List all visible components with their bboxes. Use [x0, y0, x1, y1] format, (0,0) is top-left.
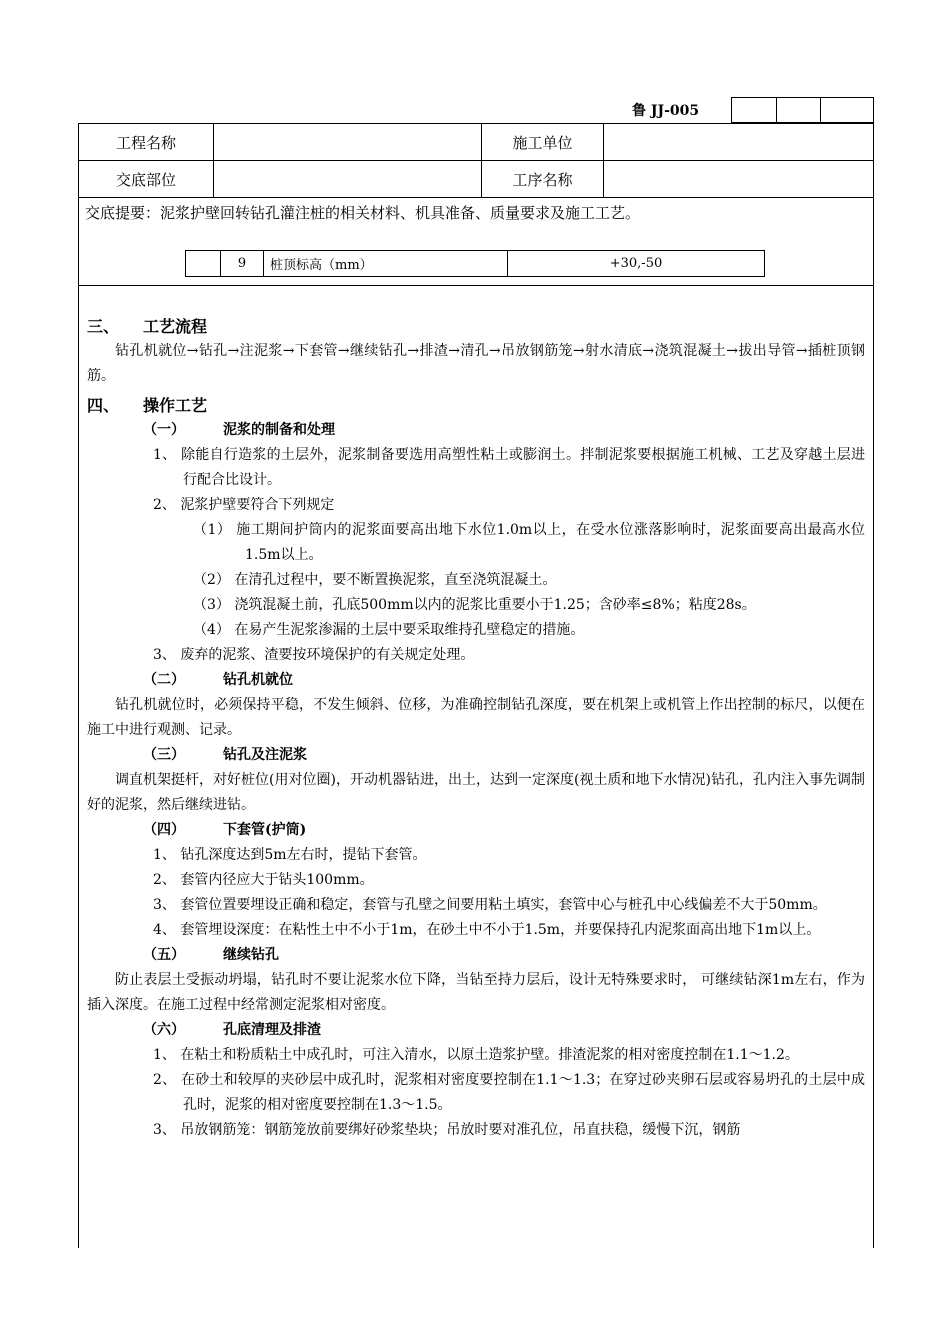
section-3-title: 工艺流程 — [143, 317, 208, 336]
tolerance-blank-cell — [186, 251, 221, 277]
sub-list-item: （4） 在易产生泥浆渗漏的土层中要采取维持孔壁稳定的措施。 — [193, 622, 585, 638]
code-box-1 — [731, 97, 777, 123]
subsection-3-number: （三） — [143, 747, 185, 763]
subsection-3-title: 钻孔及注泥浆 — [223, 747, 307, 763]
sub-list-item: （2） 在清孔过程中，要不断置换泥浆，直至浇筑混凝土。 — [193, 572, 557, 588]
list-item: 1、 钻孔深度达到5m左右时，提钻下套管。 — [153, 847, 427, 863]
construction-unit-label: 施工单位 — [482, 124, 604, 161]
section-3-number: 三、 — [87, 317, 120, 336]
subsection-4-heading — [87, 818, 865, 843]
subsection-6-number: （六） — [143, 1022, 185, 1038]
tolerance-row — [185, 250, 765, 277]
tolerance-value: +30,-50 — [508, 251, 765, 277]
subsection-5-heading — [87, 943, 865, 968]
disclosure-part-label: 交底部位 — [79, 161, 214, 198]
construction-unit-value — [604, 124, 874, 161]
list-item: 4、 套管埋设深度：在粘性土中不小于1m，在砂土中不小于1.5m，并要保持孔内泥浆面高出地下1m以上。 — [153, 922, 821, 938]
list-item: 2、 泥浆护壁要符合下列规定 — [153, 497, 335, 513]
code-box-3 — [820, 97, 874, 123]
list-item: 3、 吊放钢筋笼：钢筋笼放前要绑好砂浆垫块；吊放时要对准孔位，吊直扶稳，缓慢下沉，钢筋 — [153, 1122, 741, 1138]
code-box-2 — [776, 97, 821, 123]
list-item: 3、 废弃的泥浆、渣要按环境保护的有关规定处理。 — [153, 647, 475, 663]
project-name-label: 工程名称 — [79, 124, 214, 161]
sub-list-item: （3） 浇筑混凝土前，孔底500mm以内的泥浆比重要小于1.25；含砂率≤8%；粘度28s。 — [193, 597, 756, 613]
subsection-5-text: 防止表层土受振动坍塌，钻孔时不要让泥浆水位下降，当钻至持力层后，设计无特殊要求时， 可继续钻深1m左右，作为插入深度。在施工过程中经常测定泥浆相对密度。 — [87, 972, 865, 1013]
summary-cell: 交底提要：泥浆护壁回转钻孔灌注桩的相关材料、机具准备、质量要求及施工工艺。 — [79, 198, 874, 286]
subsection-2-text: 钻孔机就位时，必须保持平稳，不发生倾斜、位移，为准确控制钻孔深度，要在机架上或机管上作出控制的标尺，以便在施工中进行观测、记录。 — [87, 697, 865, 738]
list-item: 1、 在粘土和粉质粘土中成孔时，可注入清水，以原土造浆护壁。排渣泥浆的相对密度控制在1.1～1.2。 — [153, 1047, 799, 1063]
document-code: 鲁 JJ-005 — [632, 103, 700, 119]
subsection-4-number: （四） — [143, 822, 185, 838]
section-3-heading — [87, 314, 865, 339]
list-item: 2、 在砂土和较厚的夹砂层中成孔时，泥浆相对密度要控制在1.1～1.3；在穿过砂夹卵石层或容易坍孔的土层中成孔时，泥浆的相对密度要控制在1.3～1.5。 — [153, 1072, 865, 1113]
subsection-1-number: （一） — [143, 422, 185, 438]
subsection-4-title: 下套管(护筒) — [223, 822, 307, 838]
document-body — [87, 310, 865, 1143]
subsection-6-title: 孔底清理及排渣 — [223, 1022, 321, 1038]
subsection-5-number: （五） — [143, 947, 185, 963]
subsection-5-title: 继续钻孔 — [223, 947, 279, 963]
section-4-heading — [87, 393, 865, 418]
subsection-2-title: 钻孔机就位 — [223, 672, 293, 688]
subsection-2-number: （二） — [143, 672, 185, 688]
process-name-value — [604, 161, 874, 198]
sub-list-item: （1） 施工期间护筒内的泥浆面要高出地下水位1.0m以上，在受水位涨落影响时，泥浆面要高出最高水位1.5m以上。 — [193, 522, 865, 563]
subsection-1-heading — [87, 418, 865, 443]
subsection-6-heading — [87, 1018, 865, 1043]
tolerance-no: 9 — [221, 251, 264, 277]
section-4-number: 四、 — [87, 396, 120, 415]
section-3-text: 钻孔机就位→钻孔→注泥浆→下套管→继续钻孔→排渣→清孔→吊放钢筋笼→射水清底→浇筑混凝土→拔出导管→插桩顶钢筋。 — [87, 343, 865, 384]
section-4-title: 操作工艺 — [143, 396, 208, 415]
subsection-3-heading — [87, 743, 865, 768]
list-item: 2、 套管内径应大于钻头100mm。 — [153, 872, 374, 888]
tolerance-item: 桩顶标高（mm） — [264, 251, 508, 277]
list-item: 1、 除能自行造浆的土层外，泥浆制备要选用高塑性粘土或膨润土。拌制泥浆要根据施工机械、工艺及穿越土层进行配合比设计。 — [153, 447, 865, 488]
disclosure-part-value — [214, 161, 482, 198]
subsection-2-heading — [87, 668, 865, 693]
process-name-label: 工序名称 — [482, 161, 604, 198]
list-item: 3、 套管位置要埋设正确和稳定，套管与孔壁之间要用粘土填实，套管中心与桩孔中心线偏差不大于50mm。 — [153, 897, 827, 913]
project-name-value — [214, 124, 482, 161]
subsection-1-title: 泥浆的制备和处理 — [223, 422, 335, 438]
subsection-3-text: 调直机架挺杆，对好桩位(用对位圈)，开动机器钻进，出土，达到一定深度(视土质和地下水情况)钻孔，孔内注入事先调制好的泥浆，然后继续进钻。 — [87, 772, 865, 813]
